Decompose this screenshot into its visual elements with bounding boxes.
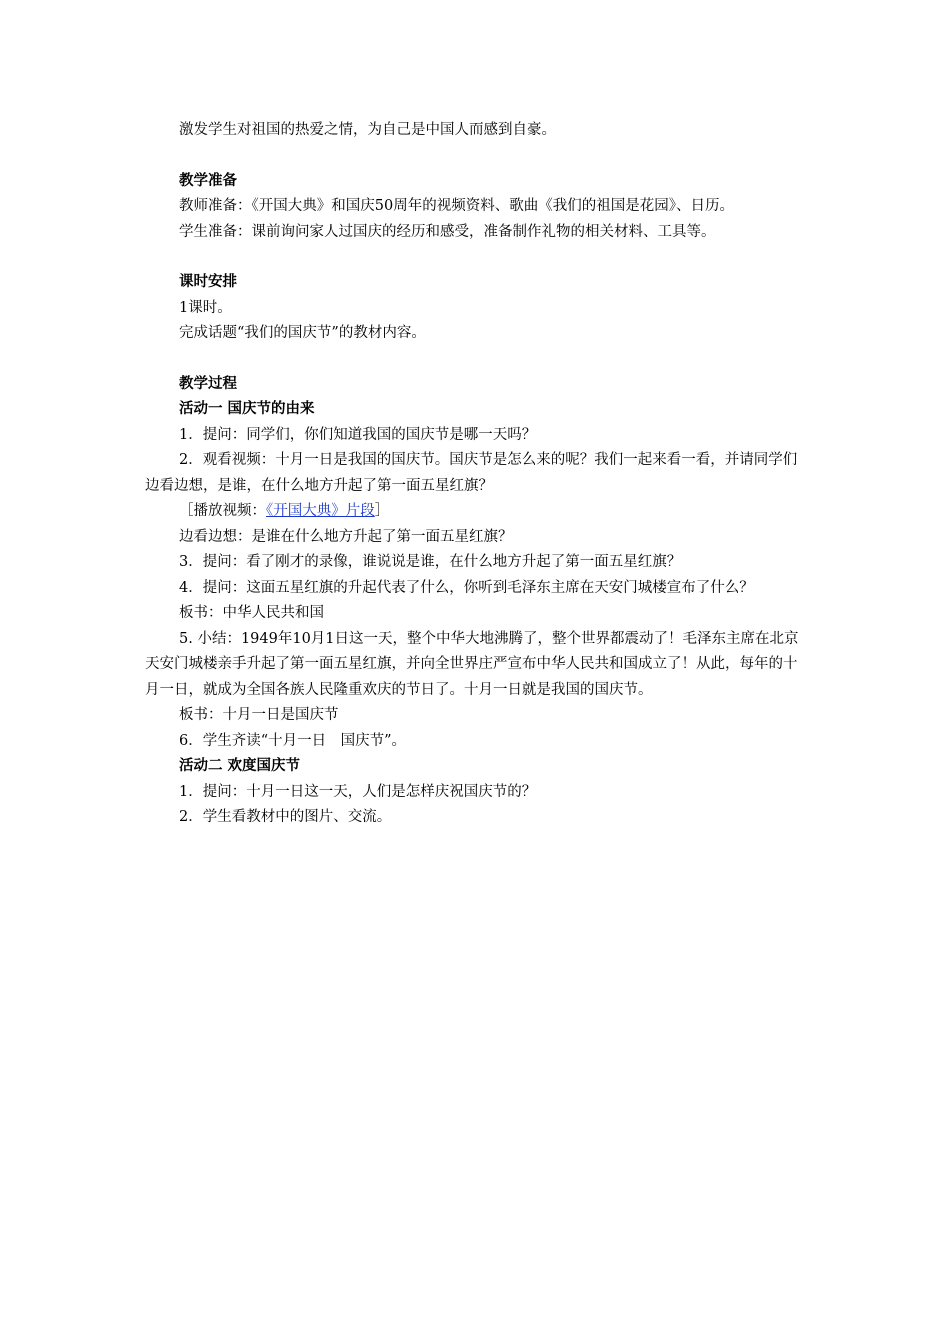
- process-heading: 教学过程: [179, 375, 237, 392]
- video-link[interactable]: 《开国大典》片段: [266, 503, 375, 519]
- spacer: [145, 144, 810, 169]
- activity-1-item-3: 3．提问：看了刚才的录像，谁说说是谁，在什么地方升起了第一面五星红旗？: [179, 554, 682, 570]
- schedule-line-1: 1课时。: [179, 299, 232, 316]
- spacer: [145, 245, 810, 270]
- video-prefix: ［播放视频：: [179, 503, 266, 519]
- activity-1-item-5: 5. 小结：1949年10月1日这一天，整个中华大地沸腾了，整个世界都震动了！毛泽东主席在北京天安门城楼亲手升起了第一面五星红旗，并向全世界庄严宣布中华人民共和国成立了！从此，每年的十月一日，就成为全国各族人民隆重欢庆的节日了。十月一日就是我国的国庆节。: [145, 630, 799, 698]
- intro-line: 激发学生对祖国的热爱之情，为自己是中国人而感到自豪。: [179, 122, 556, 138]
- activity-1-item-1: 1．提问：同学们，你们知道我国的国庆节是哪一天吗？: [179, 426, 537, 443]
- student-prep: 学生准备：课前询问家人过国庆的经历和感受，准备制作礼物的相关材料、工具等。: [179, 223, 716, 240]
- schedule-heading: 课时安排: [179, 274, 237, 290]
- schedule-line-2: 完成话题“我们的国庆节”的教材内容。: [179, 325, 426, 341]
- activity-2-item-2: 2．学生看教材中的图片、交流。: [179, 809, 392, 825]
- activity-1-item-2: 2．观看视频：十月一日是我国的国庆节。国庆节是怎么来的呢？我们一起来看一看，并请同学们边看边想，是谁，在什么地方升起了第一面五星红旗？: [145, 452, 798, 494]
- spacer: [145, 347, 810, 372]
- teacher-prep: 教师准备：《开国大典》和国庆50周年的视频资料、歌曲《我们的祖国是花园》、日历。: [179, 198, 734, 214]
- document-body: [145, 118, 810, 831]
- activity-1-item-6: 6．学生齐读“十月一日 国庆节”。: [179, 732, 407, 749]
- activity-2-title: 活动二 欢度国庆节: [179, 758, 301, 774]
- activity-1-title: 活动一 国庆节的由来: [179, 401, 315, 417]
- board-note-1: 板书：中华人民共和国: [179, 605, 324, 621]
- board-note-2: 板书：十月一日是国庆节: [179, 707, 339, 723]
- think-line: 边看边想：是谁在什么地方升起了第一面五星红旗？: [179, 528, 513, 545]
- prep-heading: 教学准备: [179, 172, 237, 189]
- activity-2-item-1: 1．提问：十月一日这一天，人们是怎样庆祝国庆节的？: [179, 783, 537, 800]
- video-line: [145, 499, 810, 525]
- video-suffix: ］: [374, 503, 390, 519]
- activity-1-item-4: 4．提问：这面五星红旗的升起代表了什么，你听到毛泽东主席在天安门城楼宣布了什么？: [179, 579, 754, 596]
